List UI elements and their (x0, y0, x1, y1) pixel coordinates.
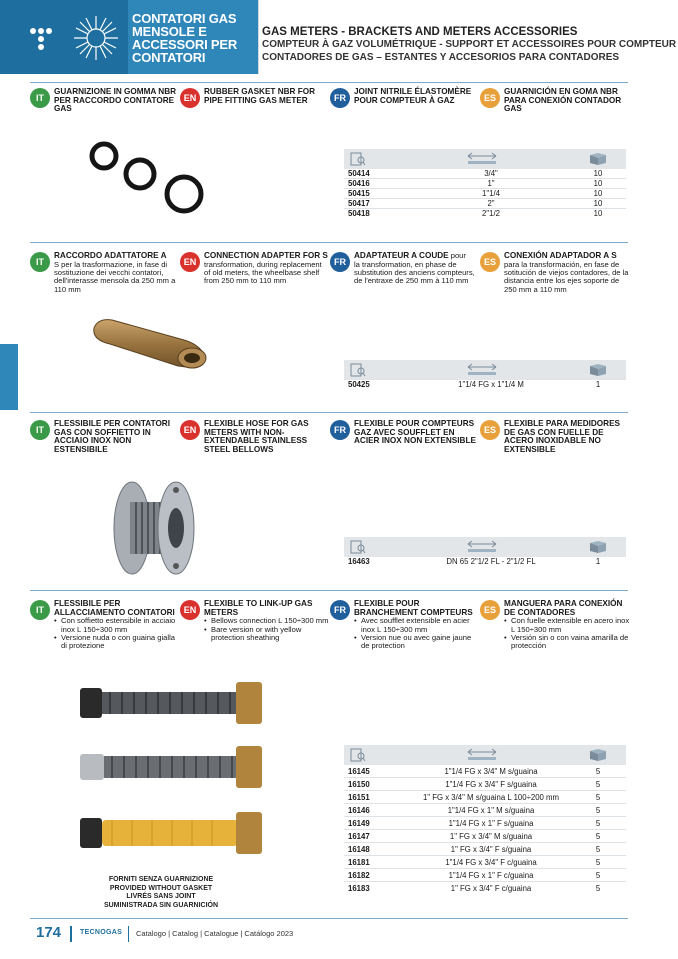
desc-en-bullet: • Bare version or with yellow protection sheathing (204, 626, 330, 643)
lang-badge-it: IT (30, 420, 50, 440)
table-row: 50415 1"1/4 10 (344, 189, 626, 199)
brand-logo-box (0, 0, 128, 74)
gasket-rings-image (84, 138, 204, 218)
footer-bar (128, 926, 129, 942)
dimension-icon (466, 152, 498, 166)
table-body (344, 169, 626, 219)
desc-es-bullet: • Versión sin o con vaina amarilla de protección (504, 634, 630, 651)
lang-badge-en: EN (180, 88, 200, 108)
desc-it-bullet: • Versione nuda o con guaina gialla di protezione (54, 634, 180, 651)
table-row: 16183 1" FG x 3/4" F c/guaina 5 (348, 884, 601, 893)
table-header (344, 745, 626, 765)
section-divider (30, 590, 628, 591)
desc-fr-head: ADAPTATEUR A COUDE (354, 251, 449, 260)
lang-badge-it: IT (30, 600, 50, 620)
lang-badge-es: ES (480, 600, 500, 620)
desc-it-bullet: • Con soffietto estensibile in acciaio inox L 150÷300 mm (54, 617, 180, 634)
table-adapter (344, 360, 626, 390)
desc-en-text: transformation, during replacement of old meters, the wheelbase shelf from 250 mm to 110 mm (204, 259, 322, 286)
desc-en-head: FLEXIBLE TO LINK-UP GAS METERS (204, 599, 313, 617)
section-divider (30, 242, 628, 243)
adapter-fitting-image (88, 314, 218, 374)
table-gasket (344, 149, 626, 219)
table-row: 16149 1"1/4 FG x 1" F s/guaina 5 (344, 817, 626, 830)
category-title-it: CONTATORI GAS MENSOLE E ACCESSORI PER CONTATORI (132, 11, 238, 65)
lang-badge-en: EN (180, 252, 200, 272)
header-divider (258, 0, 259, 74)
table-link-hose (344, 745, 626, 895)
desc-en-head: FLEXIBLE HOSE FOR GAS METERS WITH NON-EXTENDABLE STAINLESS STEEL BELLOWS (204, 419, 309, 454)
table-body (344, 380, 626, 390)
lang-badge-es: ES (480, 88, 500, 108)
desc-en-head: RUBBER GASKET NBR FOR PIPE FITTING GAS METER (204, 87, 315, 105)
desc-en-bullet: • Bellows connection L 150÷300 mm (204, 617, 330, 625)
section-divider (30, 82, 628, 83)
table-row: 16463 DN 65 2"1/2 FL - 2"1/2 FL 1 (348, 557, 601, 566)
table-body (344, 557, 626, 567)
desc-en-head: CONNECTION ADAPTER FOR S (204, 251, 328, 260)
desc-it-head: RACCORDO ADATTATORE A (54, 251, 167, 260)
code-search-icon (350, 540, 366, 554)
table-row: 16145 1"1/4 FG x 3/4" M s/guaina 5 (344, 765, 626, 778)
gas-flame-icon (72, 14, 120, 62)
section-divider (30, 412, 628, 413)
desc-it-head: GUARNIZIONE IN GOMMA NBR PER RACCORDO CONTATORE GAS (54, 87, 177, 114)
lang-badge-es: ES (480, 420, 500, 440)
table-row: 50418 2"1/2 10 (348, 209, 603, 218)
footer-divider (30, 918, 628, 919)
table-body (344, 765, 626, 895)
footer-catalog: Catalogo | Catalog | Catalogue | Catálogo 2023 (136, 929, 294, 938)
table-row: 16147 1" FG x 3/4" M s/guaina 5 (344, 830, 626, 843)
page-number: 174 (36, 924, 62, 941)
gasket-note: FORNITI SENZA GUARNIZIONE PROVIDED WITHOUT GASKET LIVRÉS SANS JOINT SUMINISTRADA SIN GUARNICIÓN (103, 876, 219, 909)
desc-es-head: MANGUERA PARA CONEXIÓN DE CONTADORES (504, 599, 623, 617)
desc-es-text: para la transformación, en fase de sotitución de viejos contadores, de la distancia entre los ejes soporte de 250 mm a 110 mm (504, 259, 629, 294)
desc-fr-head: FLEXIBLE POUR BRANCHEMENT COMPTEURS (354, 599, 473, 617)
desc-es-head: CONEXIÓN ADAPTADOR A S (504, 251, 617, 260)
lang-badge-es: ES (480, 252, 500, 272)
table-row: 50414 3/4" 10 (344, 169, 626, 179)
lang-badge-it: IT (30, 252, 50, 272)
package-icon (588, 363, 608, 377)
lang-badge-fr: FR (330, 252, 350, 272)
table-row: 16148 1" FG x 3/4" F s/guaina 5 (344, 843, 626, 856)
dimension-icon (466, 363, 498, 377)
lang-badge-it: IT (30, 88, 50, 108)
table-header (344, 537, 626, 557)
lang-badge-fr: FR (330, 420, 350, 440)
package-icon (588, 748, 608, 762)
code-search-icon (350, 152, 366, 166)
table-row: 16151 1" FG x 3/4" M s/guaina L 100÷200 mm 5 (344, 791, 626, 804)
code-search-icon (350, 363, 366, 377)
package-icon (588, 540, 608, 554)
category-title-fr: COMPTEUR À GAZ VOLUMÉTRIQUE - SUPPORT ET ACCESSOIRES POUR COMPTEUR (262, 39, 677, 50)
desc-fr-bullet: • Avec soufflet extensible en acier inox L 150÷300 mm (354, 617, 480, 634)
desc-fr-head: JOINT NITRILE ÉLASTOMÈRE POUR COMPTEUR À GAZ (354, 87, 472, 105)
desc-es-head: FLEXIBLE PARA MEDIDORES DE GAS CON FUELLE DE ACERO INOXIDABLE NO EXTENSIBLE (504, 419, 620, 454)
lang-badge-fr: FR (330, 600, 350, 620)
package-icon (588, 152, 608, 166)
lang-badge-en: EN (180, 420, 200, 440)
desc-es-head: GUARNICIÓN EN GOMA NBR PARA CONEXIÓN CONTADOR GAS (504, 87, 622, 114)
table-row: 16182 1"1/4 FG x 1" F c/guaina 5 (344, 869, 626, 882)
dimension-icon (466, 748, 498, 762)
table-row: 16146 1"1/4 FG x 1" M s/guaina 5 (344, 804, 626, 817)
desc-fr-text: la transformation, en phase de substitution des anciens compteurs, de l'entraxe de 250 mm à 110 mm (354, 259, 475, 286)
table-row: 16181 1"1/4 FG x 3/4" F c/guaina 5 (344, 856, 626, 869)
side-tab-marker (0, 344, 18, 410)
category-title-en: GAS METERS - BRACKETS AND METERS ACCESSORIES (262, 26, 578, 38)
desc-it-head: FLESSIBILE PER CONTATORI GAS CON SOFFIETTO IN ACCIAIO INOX NON ESTENSIBILE (54, 419, 170, 454)
tecnogas-logo-icon (30, 28, 60, 52)
table-header (344, 149, 626, 169)
page-header (0, 0, 678, 74)
desc-fr-bullet: • Version nue ou avec gaine jaune de protection (354, 634, 480, 651)
footer-bar (70, 926, 72, 942)
page-footer (30, 924, 628, 944)
dimension-icon (466, 540, 498, 554)
desc-fr-inline: pour (450, 251, 466, 260)
category-title-block (262, 26, 676, 64)
desc-es-bullet: • Con fuelle extensible en acero inox L 150÷300 mm (504, 617, 630, 634)
table-row: 50425 1"1/4 FG x 1"1/4 M 1 (348, 380, 601, 389)
lang-badge-fr: FR (330, 88, 350, 108)
desc-fr-head: FLEXIBLE POUR COMPTEURS GAZ AVEC SOUFFLET EN ACIER INOX NON EXTENSIBLE (354, 419, 476, 446)
lang-badge-en: EN (180, 600, 200, 620)
table-row: 50417 2" 10 (344, 199, 626, 209)
desc-it-text: S per la trasformazione, in fase di sostituzione dei vecchi contatori, dell'interasse mensola da 250 mm a 110 mm (54, 259, 176, 294)
link-hose-image (76, 678, 266, 874)
table-row: 16150 1"1/4 FG x 3/4" F s/guaina 5 (344, 778, 626, 791)
code-search-icon (350, 748, 366, 762)
flanged-hose-image (110, 476, 200, 580)
footer-brand: TECNOGAS (80, 929, 123, 936)
table-header (344, 360, 626, 380)
table-flanged-hose (344, 537, 626, 567)
category-title-es: CONTADORES DE GAS – ESTANTES Y ACCESORIOS PARA CONTADORES (262, 51, 620, 63)
desc-it-head: FLESSIBILE PER ALLACCIAMENTO CONTATORI (54, 599, 175, 617)
table-row: 50416 1" 10 (344, 179, 626, 189)
